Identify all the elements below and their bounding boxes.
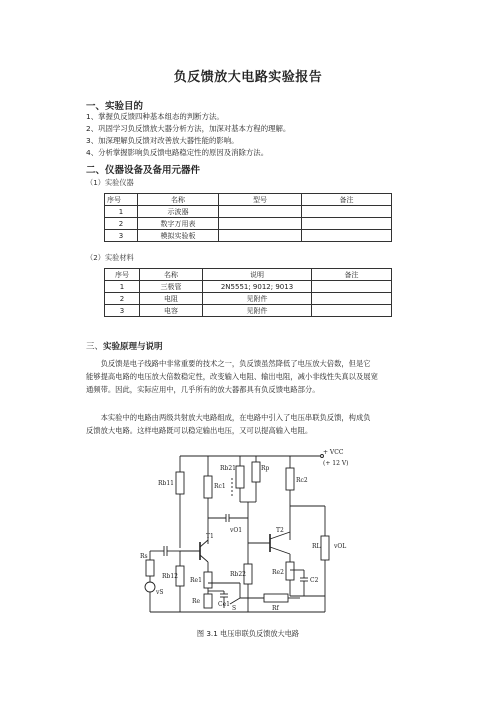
section3-heading: 三、实验原理与说明 xyxy=(86,342,163,352)
page-title: 负反馈放大电路实验报告 xyxy=(173,70,323,85)
c2-label: C2 xyxy=(310,577,319,584)
figure-caption: 图 3.1 电压串联负反馈放大电路 xyxy=(196,629,300,638)
rf-label: Rf xyxy=(272,605,279,612)
section1-heading: 一、实验目的 xyxy=(86,101,144,112)
table-header: 说明 xyxy=(203,269,312,281)
table-cell: 电容 xyxy=(140,305,203,317)
table-cell: 见附件 xyxy=(203,293,312,305)
table-header: 序号 xyxy=(105,269,140,281)
t1-label: T1 xyxy=(206,533,214,540)
table-cell xyxy=(302,206,392,218)
rl-label: RL xyxy=(312,543,321,550)
list-item: 3、加深理解负反馈对改善放大器性能的影响。 xyxy=(86,136,239,145)
table-cell: 电阻 xyxy=(140,293,203,305)
table-header: 序号 xyxy=(105,194,138,206)
vcc-label: + VCC xyxy=(323,449,344,456)
resistor-rb21 xyxy=(236,466,244,488)
paragraph-line: 通频带。因此，实际应用中，几乎所有的放大器都具有负反馈电路部分。 xyxy=(86,385,320,394)
vcc-value-label: (+ 12 V) xyxy=(323,460,349,467)
table-header: 型号 xyxy=(219,194,302,206)
table-header: 名称 xyxy=(140,269,203,281)
paragraph-line: 反馈放大电路。这样电路既可以稳定输出电压，又可以提高输入电阻。 xyxy=(86,426,313,435)
vs-label: vS xyxy=(156,589,164,596)
table-header: 备注 xyxy=(302,194,392,206)
rb12-label: Rb12 xyxy=(162,573,178,580)
table-row xyxy=(105,281,392,293)
table-cell: 三极管 xyxy=(140,281,203,293)
materials-subheading: （2）实验材料 xyxy=(86,253,134,262)
resistor-rf xyxy=(264,594,288,602)
materials-table xyxy=(104,268,392,317)
resistor-rb11 xyxy=(176,472,184,494)
rp-label: Rp xyxy=(261,465,270,472)
table-cell: 1 xyxy=(105,281,140,293)
resistor-re xyxy=(204,594,212,608)
instruments-subheading: （1）实验仪器 xyxy=(86,178,134,187)
table-cell: 见附件 xyxy=(203,305,312,317)
rc2-label: Rc2 xyxy=(296,477,308,484)
table-cell xyxy=(312,281,392,293)
re2-label: Re2 xyxy=(272,569,284,576)
paragraph-line: 能够提高电路的电压放大倍数稳定性，改变输入电阻、输出电阻，减小非线性失真以及展宽 xyxy=(86,372,378,381)
feedback-amplifier-circuit xyxy=(140,448,360,616)
table-cell: 1 xyxy=(105,206,138,218)
principle-paragraph-2 xyxy=(86,411,426,437)
table-cell: 2N5551; 9012; 9013 xyxy=(203,281,312,293)
table-cell: 模拟实验板 xyxy=(138,230,219,242)
table-cell xyxy=(312,305,392,317)
list-item: 2、巩固学习负反馈放大器分析方法，加深对基本方程的理解。 xyxy=(86,124,291,133)
t2-label: T2 xyxy=(276,527,284,534)
instruments-table xyxy=(104,193,392,242)
resistor-rs xyxy=(146,560,154,576)
signal-source xyxy=(145,582,155,592)
table-cell: 2 xyxy=(105,293,140,305)
resistor-rc2 xyxy=(286,468,294,490)
re1-label: Re1 xyxy=(190,577,202,584)
table-cell: 3 xyxy=(105,230,138,242)
table-header: 备注 xyxy=(312,269,392,281)
table-cell xyxy=(219,206,302,218)
paragraph-line: 负反馈是电子线路中非常重要的技术之一，负反馈虽然降低了电压放大倍数，但是它 xyxy=(100,359,371,368)
table-header-row xyxy=(105,269,392,281)
table-row xyxy=(105,230,392,242)
table-row xyxy=(105,293,392,305)
s-label: S xyxy=(232,605,237,612)
potentiometer-rp xyxy=(252,462,260,482)
table-cell xyxy=(219,218,302,230)
resistor-rc1 xyxy=(204,476,212,498)
table-cell xyxy=(312,293,392,305)
principle-paragraph-1 xyxy=(86,357,426,396)
table-cell: 数字万用表 xyxy=(138,218,219,230)
table-row xyxy=(105,218,392,230)
table-row xyxy=(105,206,392,218)
rb22-label: Rb22 xyxy=(230,571,246,578)
resistor-re2 xyxy=(286,562,294,580)
vo1-label: vO1 xyxy=(230,527,243,534)
vol-label: vOL xyxy=(334,543,347,550)
table-cell: 示波器 xyxy=(138,206,219,218)
list-item: 4、分析掌握影响负反馈电路稳定性的原因及消除方法。 xyxy=(86,148,269,157)
paragraph-line: 本实验中的电路由两级共射放大电路组成，在电路中引入了电压串联负反馈，构成负 xyxy=(100,413,371,422)
table-cell: 3 xyxy=(105,305,140,317)
rb21-label: Rb21 xyxy=(220,465,236,472)
ce1-label: Ce1 xyxy=(218,601,230,608)
rc1-label: Rc1 xyxy=(214,483,226,490)
resistor-rl xyxy=(321,536,329,560)
section2-heading: 二、仪器设备及备用元器件 xyxy=(86,165,201,176)
table-header: 名称 xyxy=(138,194,219,206)
re-label: Re xyxy=(192,598,201,605)
rs-label: Rs xyxy=(140,553,148,560)
table-cell xyxy=(302,218,392,230)
rb11-label: Rb11 xyxy=(158,480,174,487)
list-item: 1、掌握负反馈四种基本组态的判断方法。 xyxy=(86,112,224,121)
table-row xyxy=(105,305,392,317)
resistor-re1 xyxy=(204,572,212,588)
switch-s xyxy=(230,598,240,604)
objectives-list xyxy=(86,111,290,159)
table-header-row xyxy=(105,194,392,206)
table-cell xyxy=(219,230,302,242)
table-cell xyxy=(302,230,392,242)
table-cell: 2 xyxy=(105,218,138,230)
